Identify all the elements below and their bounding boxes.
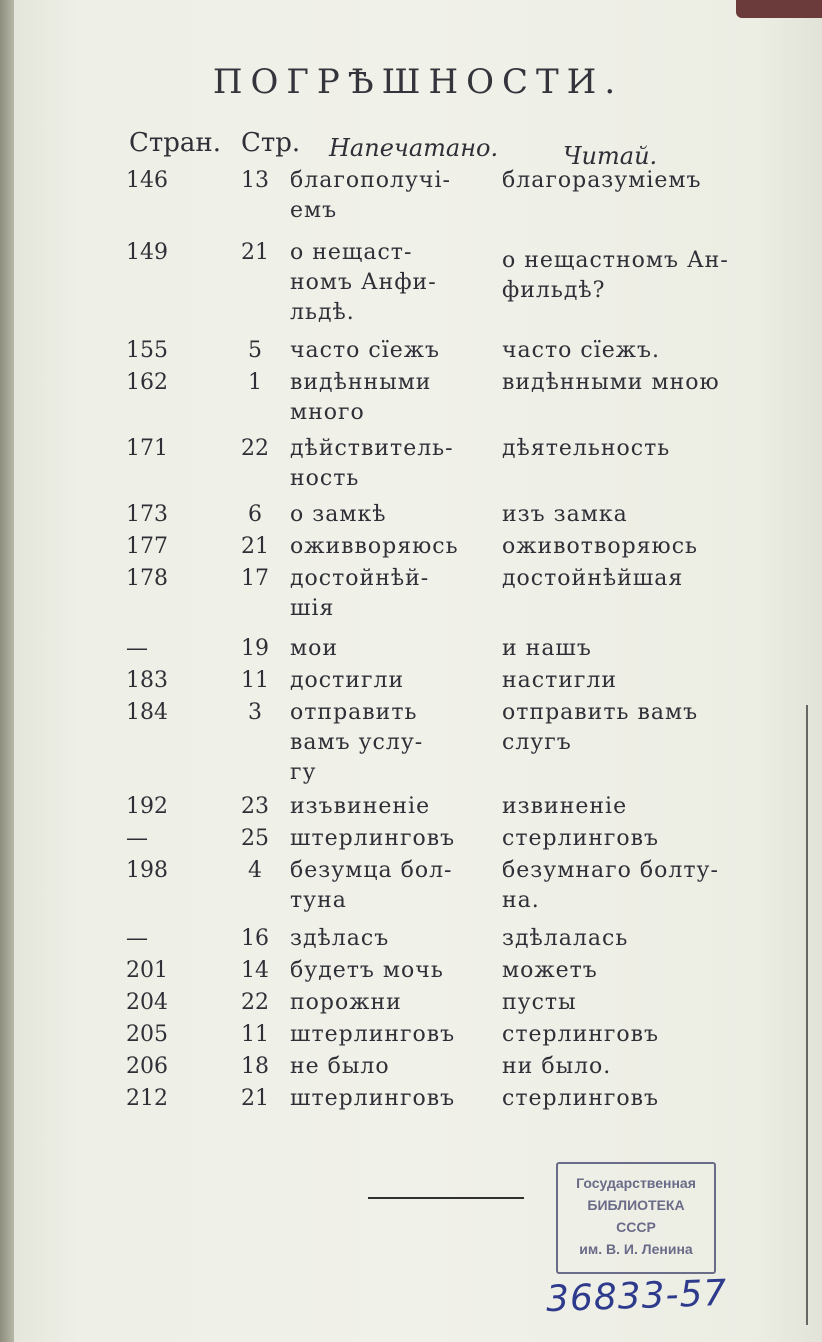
printed-text: оживворяюсь bbox=[290, 534, 459, 559]
errata-row bbox=[126, 634, 776, 664]
line-number: 23 bbox=[241, 794, 269, 819]
line-number: 1 bbox=[248, 370, 262, 395]
errata-row bbox=[126, 368, 776, 428]
corrected-text: видѣнными мною bbox=[502, 370, 720, 395]
page-number: 178 bbox=[126, 566, 168, 591]
library-stamp bbox=[556, 1162, 716, 1274]
page-number: 212 bbox=[126, 1086, 168, 1111]
line-number: 13 bbox=[241, 168, 269, 193]
page-number: 183 bbox=[126, 668, 168, 693]
corrected-text: отправить вамъ слугъ bbox=[502, 700, 699, 755]
header-page: Стран. bbox=[129, 128, 222, 158]
printed-text: о замкѣ bbox=[290, 502, 387, 527]
book-spine-shadow bbox=[0, 0, 14, 1342]
errata-row bbox=[126, 166, 776, 226]
errata-row bbox=[126, 1084, 776, 1114]
printed-text: штерлинговъ bbox=[290, 1086, 456, 1111]
errata-row bbox=[126, 336, 776, 366]
errata-row bbox=[126, 924, 776, 954]
printed-text: безумца бол- туна bbox=[290, 858, 453, 913]
line-number: 19 bbox=[241, 636, 269, 661]
page-corner-tab bbox=[736, 0, 822, 18]
page-number: — bbox=[126, 826, 148, 851]
errata-row bbox=[126, 698, 776, 788]
corrected-text: оживотворяюсь bbox=[502, 534, 698, 559]
corrected-text: о нещастномъ Ан- фильдѣ? bbox=[502, 248, 729, 303]
page-number: 198 bbox=[126, 858, 168, 883]
line-number: 11 bbox=[241, 668, 269, 693]
errata-row bbox=[126, 564, 776, 624]
corrected-text: безумнаго болту- на. bbox=[502, 858, 719, 913]
end-rule bbox=[368, 1197, 524, 1199]
printed-text: изъвиненіе bbox=[290, 794, 431, 819]
page-number: 173 bbox=[126, 502, 168, 527]
line-number: 5 bbox=[248, 338, 262, 363]
header-read: Читай. bbox=[563, 142, 658, 170]
errata-row bbox=[126, 1020, 776, 1050]
corrected-text: настигли bbox=[502, 668, 618, 693]
line-number: 21 bbox=[241, 240, 269, 265]
page-number: 162 bbox=[126, 370, 168, 395]
line-number: 6 bbox=[248, 502, 262, 527]
page-number: 201 bbox=[126, 958, 168, 983]
line-number: 4 bbox=[248, 858, 262, 883]
corrected-text: пусты bbox=[502, 990, 577, 1015]
line-number: 21 bbox=[241, 534, 269, 559]
page-number: — bbox=[126, 636, 148, 661]
printed-text: видѣнными много bbox=[290, 370, 432, 425]
corrected-text: часто сїежъ. bbox=[502, 338, 660, 363]
printed-text: не было bbox=[290, 1054, 390, 1079]
line-number: 22 bbox=[241, 990, 269, 1015]
printed-text: отправить вамъ услу- гу bbox=[290, 700, 424, 785]
stamp-line: СССР bbox=[616, 1219, 656, 1235]
errata-row bbox=[126, 238, 776, 328]
printed-text: будетъ мочь bbox=[290, 958, 444, 983]
printed-text: часто сїежъ bbox=[290, 338, 441, 363]
stamp-line: Государственная bbox=[576, 1175, 696, 1191]
errata-row bbox=[126, 434, 776, 494]
printed-text: благополучі- емъ bbox=[290, 168, 451, 223]
corrected-text: дѣятельность bbox=[502, 436, 671, 461]
book-page bbox=[14, 0, 822, 1342]
errata-row bbox=[126, 666, 776, 696]
stamp-line: БИБЛИОТЕКА bbox=[587, 1197, 685, 1213]
line-number: 18 bbox=[241, 1054, 269, 1079]
line-number: 14 bbox=[241, 958, 269, 983]
page-edge-line bbox=[806, 705, 808, 1325]
errata-row bbox=[126, 1052, 776, 1082]
page-number: 184 bbox=[126, 700, 168, 725]
errata-row bbox=[126, 856, 776, 916]
corrected-text: и нашъ bbox=[502, 636, 592, 661]
printed-text: о нещаст- номъ Анфи- льдѣ. bbox=[290, 240, 437, 325]
page-number: 171 bbox=[126, 436, 168, 461]
printed-text: здѣласъ bbox=[290, 926, 390, 951]
inventory-number: 36833-57 bbox=[545, 1272, 728, 1321]
page-number: 206 bbox=[126, 1054, 168, 1079]
printed-text: достигли bbox=[290, 668, 405, 693]
errata-table bbox=[126, 166, 776, 1114]
errata-row bbox=[126, 988, 776, 1018]
errata-row bbox=[126, 956, 776, 986]
printed-text: порожни bbox=[290, 990, 402, 1015]
corrected-text: стерлинговъ bbox=[502, 826, 660, 851]
printed-text: штерлинговъ bbox=[290, 826, 456, 851]
printed-text: мои bbox=[290, 636, 339, 661]
page-number: — bbox=[126, 926, 148, 951]
printed-text: штерлинговъ bbox=[290, 1022, 456, 1047]
page-number: 192 bbox=[126, 794, 168, 819]
errata-row bbox=[126, 532, 776, 562]
page-number: 204 bbox=[126, 990, 168, 1015]
corrected-text: здѣлалась bbox=[502, 926, 629, 951]
header-printed: Напечатано. bbox=[329, 134, 499, 162]
page-number: 146 bbox=[126, 168, 168, 193]
printed-text: достойнѣй- шія bbox=[290, 566, 430, 621]
errata-row bbox=[126, 824, 776, 854]
line-number: 17 bbox=[241, 566, 269, 591]
corrected-text: стерлинговъ bbox=[502, 1022, 660, 1047]
corrected-text: достойнѣйшая bbox=[502, 566, 684, 591]
line-number: 25 bbox=[241, 826, 269, 851]
corrected-text: стерлинговъ bbox=[502, 1086, 660, 1111]
line-number: 11 bbox=[241, 1022, 269, 1047]
line-number: 3 bbox=[248, 700, 262, 725]
printed-text: дѣйствитель- ность bbox=[290, 436, 454, 491]
line-number: 21 bbox=[241, 1086, 269, 1111]
header-line: Стр. bbox=[241, 128, 301, 158]
line-number: 16 bbox=[241, 926, 269, 951]
errata-row bbox=[126, 792, 776, 822]
page-number: 177 bbox=[126, 534, 168, 559]
stamp-line: им. В. И. Ленина bbox=[579, 1241, 693, 1257]
corrected-text: благоразуміемъ bbox=[502, 168, 702, 193]
errata-row bbox=[126, 500, 776, 530]
page-number: 155 bbox=[126, 338, 168, 363]
corrected-text: извиненіе bbox=[502, 794, 628, 819]
line-number: 22 bbox=[241, 436, 269, 461]
corrected-text: изъ замка bbox=[502, 502, 628, 527]
corrected-text: ни было. bbox=[502, 1054, 612, 1079]
page-number: 205 bbox=[126, 1022, 168, 1047]
page-number: 149 bbox=[126, 240, 168, 265]
corrected-text: можетъ bbox=[502, 958, 598, 983]
page-title: ПОГРѢШНОСТИ. bbox=[212, 62, 624, 102]
